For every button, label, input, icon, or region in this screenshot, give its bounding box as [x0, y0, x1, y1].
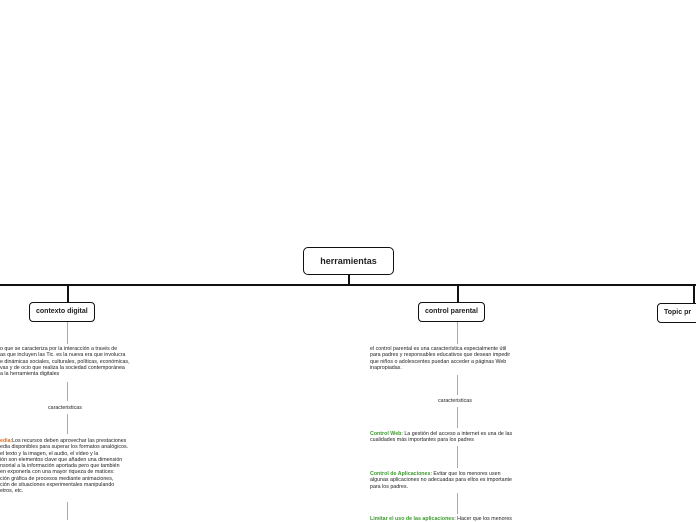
text-line: para padres y responsables educativos que desean impedir	[370, 352, 511, 359]
item-first-line: : Hacer que los menores	[454, 516, 512, 522]
left-desc-connector	[67, 322, 68, 344]
left-branch-connector	[67, 284, 69, 302]
text-line: ión son elementos clave que añaden una dimensión	[0, 456, 123, 463]
root-topic-herramientas[interactable]: herramientas	[303, 247, 394, 275]
center-desc-connector	[457, 322, 458, 344]
text-line	[370, 516, 550, 522]
left-label-connector	[67, 382, 68, 401]
item-first-line: : Evitar que los menores usen	[430, 471, 501, 477]
item-keyword: Limitar el uso de las aplicaciones	[370, 516, 455, 522]
left-media-item[interactable]	[0, 438, 160, 495]
item-keyword: Control Web	[370, 431, 402, 437]
text-line: cualidades más importantes para los padres	[370, 437, 474, 444]
branch-bus-line	[0, 284, 696, 286]
right-branch-connector	[693, 284, 695, 303]
text-line: inapropiadas.	[370, 364, 402, 371]
text-line: el control parental es una característica especialmente útil	[370, 346, 507, 352]
text-line: el texto y la imagen, el audio, el vídeo y la	[0, 450, 99, 457]
center-description	[370, 346, 550, 371]
item-first-line: : La gestión del acceso a internet es una de las	[401, 431, 513, 437]
text-line: que niños o adolescentes puedan acceder a páginas Web	[370, 358, 507, 365]
text-line: nsorial a la información aportada pero que también	[0, 463, 120, 470]
text-line: o que se caracteriza por la interacción a través de	[0, 346, 118, 352]
topic-partial-right[interactable]: Topic pr	[657, 303, 696, 323]
center-item-control-aplicaciones[interactable]	[370, 471, 550, 490]
text-line: a la herramienta digitales	[0, 371, 60, 378]
topic-control-parental[interactable]: control parental	[418, 302, 485, 322]
center-branch-connector	[457, 284, 459, 302]
text-line: e dinámicas sociales, culturales, políticas, económicas,	[0, 358, 130, 365]
text-line: para los padres.	[370, 483, 408, 490]
center-items-connector-3	[457, 493, 458, 514]
topic-contexto-digital[interactable]: contexto digital	[29, 302, 95, 322]
text-line: ción gráfica de procesos mediante animaciones,	[0, 475, 114, 482]
text-line: etros, etc.	[0, 488, 24, 495]
text-line: vas y de ocio que realiza la sociedad contemporánea	[0, 364, 125, 371]
center-caracteristicas-label[interactable]: caracteristicas	[438, 398, 472, 404]
text-line: edia disponibles para superar los formatos analógicos.	[0, 444, 129, 451]
left-bottom-connector	[67, 502, 68, 520]
center-items-connector-1	[457, 407, 458, 428]
text-line: ción de situaciones experimentales manipulando	[0, 482, 115, 489]
left-caracteristicas-label[interactable]: caracteristicas	[48, 405, 82, 411]
media-keyword: edia	[0, 438, 11, 444]
center-items-connector-2	[457, 446, 458, 468]
center-label-connector	[457, 375, 458, 395]
text-line: en exponerla con una mayor riqueza de matices:	[0, 469, 115, 476]
text-line: algunas aplicaciones no adecuadas para ellos es importante	[370, 477, 512, 484]
media-first-line: :Los recursos deben aprovechar las prestaciones	[10, 438, 127, 444]
center-item-control-web[interactable]	[370, 431, 550, 444]
left-description	[0, 346, 160, 377]
text-line: as que incluyen las Tic. es la nueva era que involucra	[0, 352, 126, 359]
center-item-limitar-uso[interactable]	[370, 516, 550, 522]
left-items-connector	[67, 414, 68, 434]
item-keyword: Control de Aplicaciones	[370, 471, 431, 477]
